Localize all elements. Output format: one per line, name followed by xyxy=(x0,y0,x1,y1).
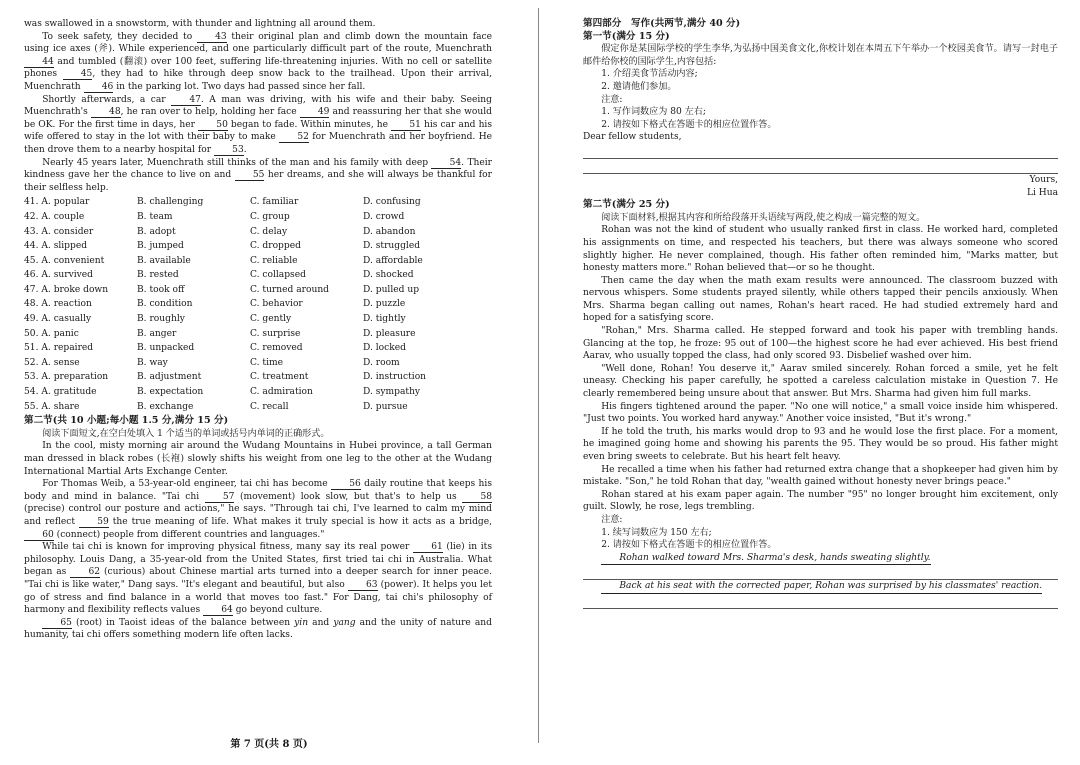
cloze-paragraph: Nearly 45 years later, Muenchrath still thinks of the man and his family with deep 54. Their kindness gave her the chance to live on and 55 her dreams, and she will always be thankful for their selfless help. xyxy=(24,157,492,193)
option-43b: B. adopt xyxy=(137,226,176,237)
grammar-paragraph: 65 (root) in Taoist ideas of the balance between yin and yang and the unity of nature and humanity, tai chi offers something modern life often lacks. xyxy=(24,617,492,641)
option-41a: 41. A. popular xyxy=(24,197,90,208)
option-48c: C. behavior xyxy=(250,299,303,310)
blank-49: 49 xyxy=(300,107,330,118)
option-51a: 51. A. repaired xyxy=(24,343,94,354)
option-44d: D. struggled xyxy=(363,241,421,252)
option-48b: B. condition xyxy=(137,299,193,310)
blank-63: 63 xyxy=(348,580,378,591)
option-49a: 49. A. casually xyxy=(24,314,92,325)
option-42b: B. team xyxy=(137,211,173,222)
continuation-start-1: Rohan walked toward Mrs. Sharma's desk, hands sweating slightly. xyxy=(583,552,1058,566)
option-48a: 48. A. reaction xyxy=(24,299,92,310)
blank-57: 57 xyxy=(205,492,235,503)
option-48d: D. puzzle xyxy=(363,299,406,310)
answer-line xyxy=(583,144,1058,159)
blank-53: 53 xyxy=(214,145,244,156)
option-55b: B. exchange xyxy=(137,401,194,412)
option-52a: 52. A. sense xyxy=(24,357,80,368)
section-2-title: 第二节(共 10 小题;每小题 1.5 分,满分 15 分) xyxy=(24,415,229,427)
option-44b: B. jumped xyxy=(137,241,184,252)
note-item: 2. 请按如下格式在答题卡的相应位置作答。 xyxy=(601,540,777,551)
option-45c: C. reliable xyxy=(250,255,298,266)
option-42c: C. group xyxy=(250,211,290,222)
option-47d: D. pulled up xyxy=(363,284,420,295)
writing-section-1-title: 第一节(满分 15 分) xyxy=(583,30,670,42)
blank-46: 46 xyxy=(84,82,114,93)
option-52c: C. time xyxy=(250,357,283,368)
option-41c: C. familiar xyxy=(250,197,299,208)
closing: Yours, xyxy=(1029,174,1058,185)
option-46a: 46. A. survived xyxy=(24,270,93,281)
section-2-instruction: 阅读下面材料,根据其内容和所给段落开头语续写两段,使之构成一篇完整的短文。 xyxy=(601,212,926,223)
passage-continuation: was swallowed in a snowstorm, with thunder and lightning all around them. xyxy=(24,19,376,29)
option-51c: C. removed xyxy=(250,343,303,354)
blank-62: 62 xyxy=(70,567,100,578)
column-divider xyxy=(538,8,539,743)
note-label: 注意: xyxy=(601,514,623,525)
cloze-paragraph: To seek safety, they decided to 43 their original plan and climb down the mountain face using ice axes (斧). While experienced, and one particularly difficult part of the route, Muenchrath 44 and tumbled (翻滚) over 100 feet, suffering life-threatening injuries. With no cell or satellite phones 45, they had to hike through deep snow back to the trailhead. Upon their arrival, Muenchrath 46 in the parking lot. Two days had passed since her fall. xyxy=(24,31,492,92)
note-item: 1. 续写词数应为 150 左右; xyxy=(601,527,712,538)
blank-59: 59 xyxy=(79,517,109,528)
option-42a: 42. A. couple xyxy=(24,211,85,222)
blank-65: 65 xyxy=(42,618,72,629)
grammar-paragraph: For Thomas Weib, a 53-year-old engineer, tai chi has become 56 daily routine that keeps his body and mind in balance. "Tai chi 57 (movement) look slow, but that's to help us 58 (precise) control our posture and actions," he says. "Through tai chi, I've learned to calm my mind and reflect 59 the true meaning of life. What makes it truly special is how it acts as a bridge, 60 (connect) people from different countries and languages." xyxy=(24,479,493,540)
blank-56: 56 xyxy=(331,479,361,490)
option-45d: D. affordable xyxy=(363,255,423,266)
option-50b: B. anger xyxy=(137,328,177,339)
salutation: Dear fellow students, xyxy=(583,132,682,143)
option-45a: 45. A. convenient xyxy=(24,255,105,266)
option-54c: C. admiration xyxy=(250,387,313,398)
option-53a: 53. A. preparation xyxy=(24,372,109,383)
story-paragraph: "Rohan," Mrs. Sharma called. He stepped forward and took his paper with trembling hands. Glancing at the top, he froze: 95 out of 100—the highest score he had ever achieved. His best friend Aarav, who usually topped the class, had only scored 93. Disbelief washed over him. xyxy=(583,326,1058,362)
option-54a: 54. A. gratitude xyxy=(24,387,97,398)
option-49b: B. roughly xyxy=(137,314,185,325)
story-paragraph: He recalled a time when his father had returned extra change that a shopkeeper had given him by mistake. "Son," he told Rohan that day, "wealth gained without honesty never brings peace." xyxy=(583,464,1058,488)
blank-61: 61 xyxy=(413,542,443,553)
options-table xyxy=(24,195,492,414)
story-paragraph: Rohan stared at his exam paper again. The number "95" no longer brought him excitement, only guilt. Slowly, he rose, legs trembling. xyxy=(583,489,1058,513)
blank-43: 43 xyxy=(197,32,227,43)
writing-task: 假定你是某国际学校的学生李华,为弘扬中国美食文化,你校计划在本周五下午举办一个校园美食节。请写一封电子邮件给你校的国际学生,内容包括: xyxy=(583,44,1058,67)
blank-48: 48 xyxy=(91,107,121,118)
blank-47: 47 xyxy=(171,95,201,106)
section-2-instruction: 阅读下面短文,在空白处填入 1 个适当的单词或括号内单词的正确形式。 xyxy=(42,428,330,439)
option-49c: C. gently xyxy=(250,314,292,325)
option-51b: B. unpacked xyxy=(137,343,195,354)
blank-55: 55 xyxy=(235,170,265,181)
option-47b: B. took off xyxy=(137,284,185,295)
left-column xyxy=(24,18,492,642)
answer-line xyxy=(583,159,1058,174)
blank-51: 51 xyxy=(391,120,421,131)
option-46c: C. collapsed xyxy=(250,270,306,281)
option-44c: C. dropped xyxy=(250,241,301,252)
blank-54: 54 xyxy=(431,158,461,169)
continuation-start-2: Back at his seat with the corrected paper, Rohan was surprised by his classmates' reaction. xyxy=(583,580,1058,594)
option-50a: 50. A. panic xyxy=(24,328,79,339)
grammar-paragraph: In the cool, misty morning air around the Wudang Mountains in Hubei province, a tall German man dressed in black robes (长袍) slowly shifts his weight from one leg to the other at the Wudang International Martial Arts Exchange Center. xyxy=(24,441,492,477)
signature: Li Hua xyxy=(1026,187,1058,198)
note-label: 注意: xyxy=(601,94,623,105)
option-55d: D. pursue xyxy=(363,401,408,412)
blank-50: 50 xyxy=(198,120,228,131)
option-55c: C. recall xyxy=(250,401,289,412)
option-50d: D. pleasure xyxy=(363,328,416,339)
option-51d: D. locked xyxy=(363,343,406,354)
option-49d: D. tightly xyxy=(363,314,406,325)
option-46b: B. rested xyxy=(137,270,179,281)
note-item: 2. 请按如下格式在答题卡的相应位置作答。 xyxy=(601,119,777,130)
task-point: 2. 邀请他们参加。 xyxy=(601,81,677,92)
option-52b: B. way xyxy=(137,357,168,368)
blank-44: 44 xyxy=(24,57,54,68)
option-52d: D. room xyxy=(363,357,400,368)
part-4-title: 第四部分 写作(共两节,满分 40 分) xyxy=(583,18,741,29)
story-paragraph: His fingers tightened around the paper. "No one will notice," a small voice inside him whispered. "Just two points. You worked hard anyway." Another voice insisted, "But it's wrong." xyxy=(583,401,1058,425)
blank-60: 60 xyxy=(24,530,54,541)
option-41b: B. challenging xyxy=(137,197,204,208)
blank-45: 45 xyxy=(63,69,93,80)
right-column xyxy=(583,18,1058,609)
task-point: 1. 介绍美食节活动内容; xyxy=(601,69,698,80)
blank-64: 64 xyxy=(203,605,233,616)
answer-line xyxy=(583,565,1058,580)
option-47a: 47. A. broke down xyxy=(24,284,109,295)
option-44a: 44. A. slipped xyxy=(24,241,88,252)
option-53d: D. instruction xyxy=(363,372,427,383)
writing-section-2-title: 第二节(满分 25 分) xyxy=(583,199,670,211)
story-paragraph: If he told the truth, his marks would drop to 93 and he would lose the first place. For a moment, he imagined going home and showing his parents the 95. They would be so proud. His father might even bring sweets to celebrate. But his heart felt heavy. xyxy=(583,426,1058,462)
option-43a: 43. A. consider xyxy=(24,226,94,237)
option-53b: B. adjustment xyxy=(137,372,202,383)
story-paragraph: "Well done, Rohan! You deserve it," Aarav smiled sincerely. Rohan forced a smile, yet he felt uneasy. Checking his paper carefully, he spotted a careless calculation mistake in Question 7. He clearly remembered being unsure about that answer. But Mrs. Sharma had given him full marks. xyxy=(583,363,1058,400)
option-54d: D. sympathy xyxy=(363,387,421,398)
grammar-paragraph: While tai chi is known for improving physical fitness, many say its real power 61 (lie) in its philosophy. Louis Dang, a 35-year-old from the United States, first tried tai chi in Australia. What began as 62 (curious) about Chinese martial arts turned into a deeper search for inner peace. "Tai chi is like water," Dang says. "It's elegant and beautiful, but also 63 (power). It helps you let go of stress and find balance in a world that moves too fast." For Dang, tai chi's philosophy of harmony and flexibility reflects values 64 go beyond culture. xyxy=(24,542,492,616)
answer-line xyxy=(583,594,1058,609)
option-43c: C. delay xyxy=(250,226,288,237)
option-42d: D. crowd xyxy=(363,211,405,222)
story-paragraph: Rohan was not the kind of student who usually ranked first in class. He worked hard, completed his assignments on time, and respected his teachers, but there was always someone who scored slightly higher. He never complained, though. His father often reminded him, "Marks matter, but honesty matters more." Rohan believed that—or so he thought. xyxy=(583,225,1058,274)
blank-52: 52 xyxy=(279,132,309,143)
story-paragraph: Then came the day when the math exam results were announced. The classroom buzzed with nervous whispers. Some students prayed silently, while others tapped their pencils anxiously. When Mrs. Sharma began calling out names, Rohan's heart raced. He had studied extremely hard and hoped for a satisfying score. xyxy=(583,275,1058,324)
option-46d: D. shocked xyxy=(363,270,414,281)
option-45b: B. available xyxy=(137,255,191,266)
option-53c: C. treatment xyxy=(250,372,309,383)
option-43d: D. abandon xyxy=(363,226,416,237)
option-41d: D. confusing xyxy=(363,197,421,208)
blank-58: 58 xyxy=(462,492,492,503)
option-54b: B. expectation xyxy=(137,387,204,398)
page-number: 第 7 页(共 8 页) xyxy=(230,739,308,750)
option-47c: C. turned around xyxy=(250,284,330,295)
cloze-paragraph: Shortly afterwards, a car 47. A man was driving, with his wife and their baby. Seeing Muenchrath's 48, he ran over to help, holding her face 49 and reassuring her that she would be OK. For the first time in days, her 50 began to fade. Within minutes, he 51 his car and his wife offered to stay in the lot with their baby to make 52 for Muenchrath and her boyfriend. He then drove them to a nearby hospital for 53. xyxy=(24,94,493,155)
note-item: 1. 写作词数应为 80 左右; xyxy=(601,107,706,118)
option-55a: 55. A. share xyxy=(24,401,80,412)
option-50c: C. surprise xyxy=(250,328,301,339)
